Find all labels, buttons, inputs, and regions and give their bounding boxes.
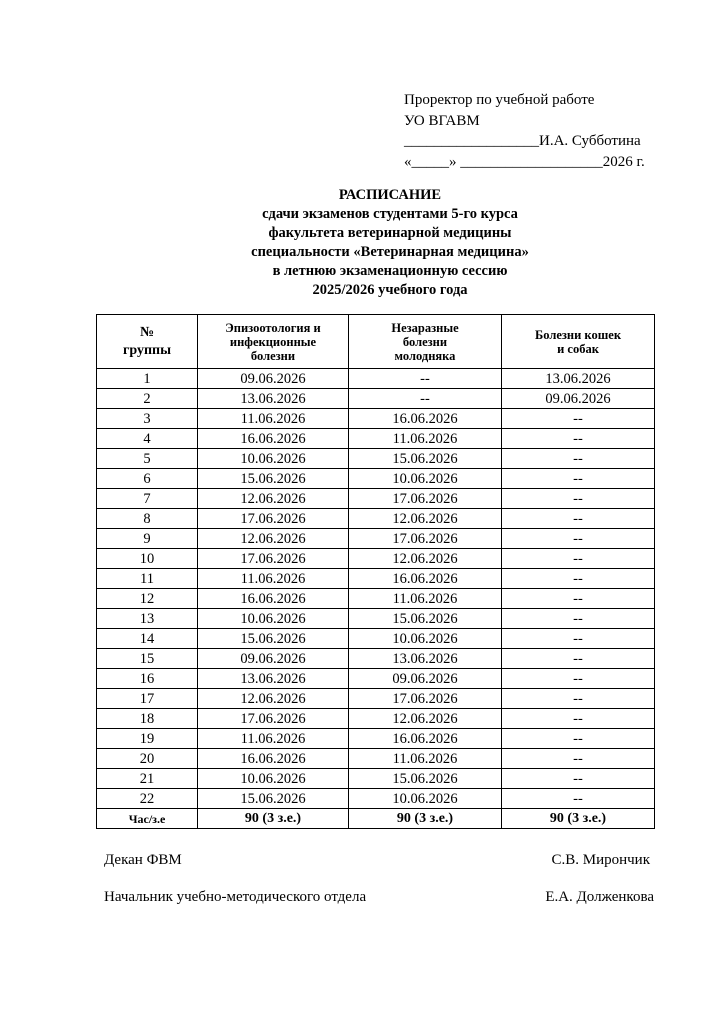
group-number-cell: 16 [97,669,198,689]
dean-title: Декан ФВМ [104,852,182,868]
exam-date-cell: -- [502,489,655,509]
exam-date-cell: -- [502,429,655,449]
header-epizootology [198,315,349,369]
title-heading: РАСПИСАНИЕ [338,187,442,203]
group-number-cell: 17 [97,689,198,709]
table-row [97,569,655,589]
table-row [97,449,655,469]
header-text: инфекционные [229,334,317,349]
group-number-cell: 6 [97,469,198,489]
table-row [97,589,655,609]
title-line: в летнюю экзаменационную сессию [272,263,508,279]
exam-date-cell: -- [502,449,655,469]
table-total-row [97,809,655,829]
exam-date-cell: 10.06.2026 [198,449,349,469]
exam-date-cell: 15.06.2026 [198,789,349,809]
exam-date-cell: 16.06.2026 [198,749,349,769]
head-title: Начальник учебно-методического отдела [104,889,367,905]
approval-signature-line: __________________И.А. Субботина [404,133,641,149]
table-row [97,369,655,389]
exam-date-cell: 13.06.2026 [502,369,655,389]
header-text: группы [122,342,172,358]
exam-date-cell: 15.06.2026 [198,629,349,649]
header-text: Незаразные [391,320,459,335]
header-text: болезни [402,334,448,349]
exam-date-cell: 11.06.2026 [198,729,349,749]
approval-position: Проректор по учебной работе [404,92,595,108]
approval-date-line: «_____» ___________________2026 г. [404,153,645,170]
group-number-cell: 20 [97,749,198,769]
document-title [0,186,724,300]
table-row [97,729,655,749]
exam-date-cell: 09.06.2026 [349,669,502,689]
table-body [97,369,655,809]
group-number-cell: 11 [97,569,198,589]
exam-date-cell: -- [502,689,655,709]
dean-name: С.В. Мирончик [551,852,650,868]
table-row [97,489,655,509]
exam-date-cell: 12.06.2026 [198,529,349,549]
table-row [97,669,655,689]
exam-date-cell: -- [502,569,655,589]
table-row [97,749,655,769]
exam-schedule-table [96,314,655,829]
group-number-cell: 14 [97,629,198,649]
group-number-cell: 10 [97,549,198,569]
approval-block [404,90,645,172]
total-cell: 90 (3 з.е.) [349,809,502,829]
exam-date-cell: 17.06.2026 [349,689,502,709]
exam-date-cell: 17.06.2026 [349,489,502,509]
exam-date-cell: 16.06.2026 [349,409,502,429]
exam-date-cell: 16.06.2026 [349,729,502,749]
header-text: болезни [250,348,296,363]
exam-date-cell: 10.06.2026 [349,629,502,649]
header-text: № [139,324,155,340]
exam-date-cell: 12.06.2026 [198,489,349,509]
total-cell: 90 (3 з.е.) [198,809,349,829]
table-row [97,609,655,629]
title-line: 2025/2026 учебного года [312,282,468,298]
table-row [97,709,655,729]
exam-date-cell: 17.06.2026 [198,709,349,729]
table-row [97,429,655,449]
exam-date-cell: 11.06.2026 [349,429,502,449]
exam-date-cell: 15.06.2026 [349,449,502,469]
header-text: молодняка [394,348,456,363]
total-cell: 90 (3 з.е.) [502,809,655,829]
exam-date-cell: 15.06.2026 [198,469,349,489]
exam-date-cell: -- [502,789,655,809]
group-number-cell: 22 [97,789,198,809]
header-group-number [97,315,198,369]
exam-date-cell: 17.06.2026 [349,529,502,549]
table-row [97,409,655,429]
group-number-cell: 9 [97,529,198,549]
exam-date-cell: -- [502,749,655,769]
exam-date-cell: 09.06.2026 [502,389,655,409]
exam-date-cell: 11.06.2026 [198,409,349,429]
table-row [97,649,655,669]
exam-date-cell: 10.06.2026 [349,789,502,809]
group-number-cell: 18 [97,709,198,729]
table-row [97,629,655,649]
exam-date-cell: 17.06.2026 [198,509,349,529]
group-number-cell: 19 [97,729,198,749]
exam-date-cell: 10.06.2026 [198,609,349,629]
title-line: специальности «Ветеринарная медицина» [251,244,529,260]
exam-date-cell: -- [502,409,655,429]
head-name: Е.А. Долженкова [545,889,654,905]
group-number-cell: 8 [97,509,198,529]
title-line: факультета ветеринарной медицины [268,225,512,241]
exam-date-cell: 13.06.2026 [198,669,349,689]
exam-date-cell: -- [502,589,655,609]
group-number-cell: 1 [97,369,198,389]
exam-date-cell: 09.06.2026 [198,649,349,669]
table-row [97,389,655,409]
exam-date-cell: 10.06.2026 [349,469,502,489]
table-row [97,689,655,709]
exam-date-cell: 11.06.2026 [349,589,502,609]
group-number-cell: 13 [97,609,198,629]
group-number-cell: 5 [97,449,198,469]
exam-date-cell: -- [349,369,502,389]
group-number-cell: 21 [97,769,198,789]
exam-date-cell: 13.06.2026 [198,389,349,409]
exam-date-cell: 17.06.2026 [198,549,349,569]
exam-date-cell: 16.06.2026 [349,569,502,589]
table-row [97,509,655,529]
exam-date-cell: -- [502,629,655,649]
exam-date-cell: 12.06.2026 [349,509,502,529]
exam-date-cell: 15.06.2026 [349,609,502,629]
exam-date-cell: -- [502,469,655,489]
exam-date-cell: 12.06.2026 [349,549,502,569]
exam-date-cell: -- [502,669,655,689]
exam-date-cell: 16.06.2026 [198,429,349,449]
exam-date-cell: 09.06.2026 [198,369,349,389]
group-number-cell: 12 [97,589,198,609]
header-text: Болезни кошек [534,327,622,342]
table-row [97,769,655,789]
exam-date-cell: -- [502,729,655,749]
exam-date-cell: 12.06.2026 [349,709,502,729]
exam-date-cell: -- [502,649,655,669]
header-text: Эпизоотология и [225,320,321,335]
exam-date-cell: -- [502,509,655,529]
table-row [97,529,655,549]
table-row [97,789,655,809]
table-row [97,549,655,569]
title-line: сдачи экзаменов студентами 5-го курса [262,206,518,222]
total-label: Час/з.е [97,809,198,829]
group-number-cell: 4 [97,429,198,449]
exam-date-cell: -- [502,709,655,729]
header-cats-dogs-diseases [502,315,655,369]
exam-date-cell: 11.06.2026 [349,749,502,769]
exam-date-cell: 16.06.2026 [198,589,349,609]
group-number-cell: 7 [97,489,198,509]
header-noncontagious-diseases [349,315,502,369]
table-header-row [97,315,655,369]
exam-date-cell: 15.06.2026 [349,769,502,789]
exam-date-cell: 13.06.2026 [349,649,502,669]
exam-date-cell: -- [502,609,655,629]
exam-date-cell: 10.06.2026 [198,769,349,789]
exam-date-cell: -- [502,549,655,569]
exam-date-cell: -- [502,529,655,549]
exam-date-cell: -- [349,389,502,409]
group-number-cell: 2 [97,389,198,409]
approval-organization: УО ВГАВМ [404,112,480,129]
exam-date-cell: 12.06.2026 [198,689,349,709]
group-number-cell: 3 [97,409,198,429]
table-row [97,469,655,489]
group-number-cell: 15 [97,649,198,669]
exam-date-cell: -- [502,769,655,789]
header-text: и собак [557,341,599,356]
exam-date-cell: 11.06.2026 [198,569,349,589]
